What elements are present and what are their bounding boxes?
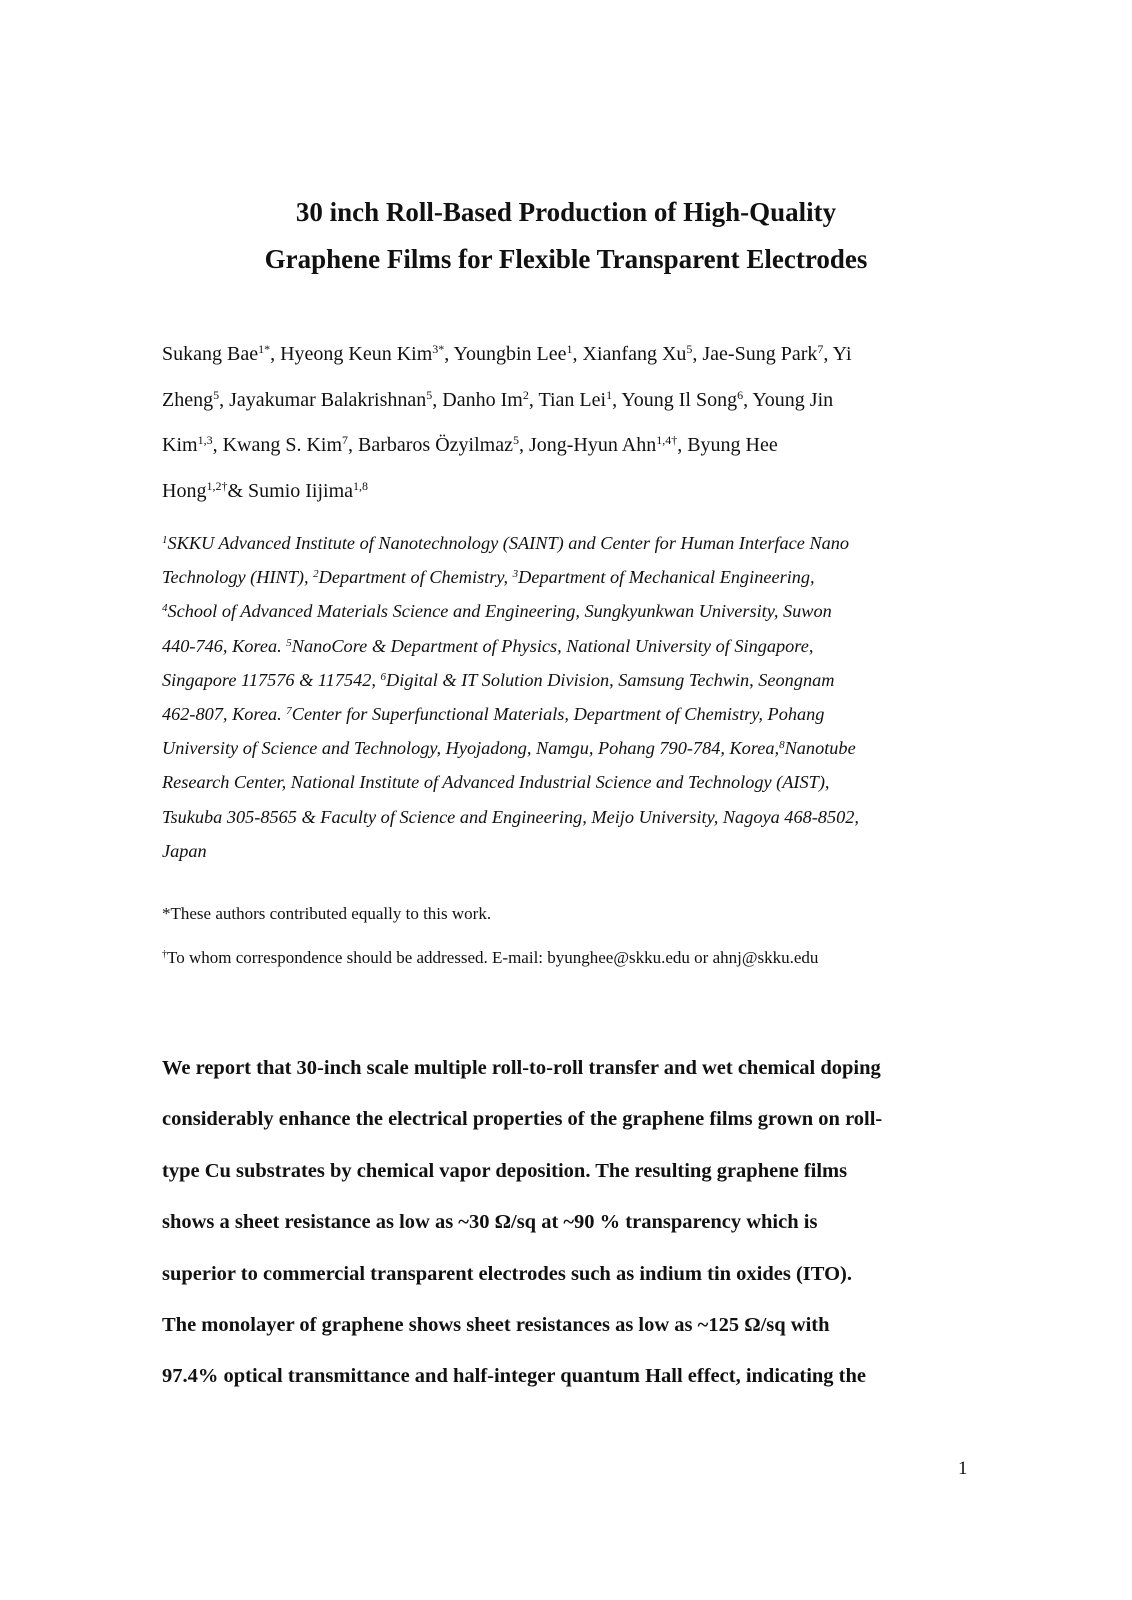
author-name: , Jong-Hyun Ahn	[518, 434, 657, 456]
author-name: Sukang Bae	[162, 343, 259, 365]
affil-text: Technology (HINT),	[162, 567, 314, 588]
author-name: , Danho Im	[432, 388, 523, 411]
affil-text: NanoCore & Department of Physics, National University of Singapore,	[291, 635, 814, 656]
affiliations	[162, 533, 972, 875]
affil-text: Digital & IT Solution Division, Samsung Techwin, Seongnam	[386, 669, 835, 690]
affiliation-line	[162, 533, 972, 567]
affiliation-line	[162, 841, 972, 875]
affiliation-line	[162, 567, 972, 601]
paper-title-line-2: Graphene Films for Flexible Transparent Electrodes	[264, 244, 868, 274]
author-name: , Hyeong Keun Kim	[270, 343, 433, 365]
author-line	[162, 480, 972, 526]
author-name: , Youngbin Lee	[444, 343, 567, 365]
author-name: , Kwang S. Kim	[212, 434, 343, 456]
abstract-line: We report that 30-inch scale multiple roll-to-roll transfer and wet chemical doping	[162, 1057, 881, 1079]
author-affil-mark: 6	[737, 387, 744, 402]
affil-mark: 5	[286, 636, 292, 649]
affiliation-line	[162, 601, 972, 635]
author-name: Hong	[162, 479, 207, 502]
author-line	[162, 434, 972, 480]
author-affil-mark: 1,4†	[656, 433, 678, 447]
abstract-line: The monolayer of graphene shows sheet resistances as low as ~125 Ω/sq with	[162, 1313, 830, 1336]
affil-text: School of Advanced Materials Science and Engineering, Sungkyunkwan University, Suwon	[167, 601, 832, 622]
abstract-line: 97.4% optical transmittance and half-integer quantum Hall effect, indicating the	[162, 1365, 866, 1388]
abstract-line: considerably enhance the electrical properties of the graphene films grown on roll-	[162, 1108, 883, 1131]
author-affil-mark: 2	[522, 387, 529, 402]
affil-text: 462-807, Korea.	[162, 703, 287, 724]
author-affil-mark: 5	[686, 342, 693, 356]
author-name: , Jae-Sung Park	[692, 343, 818, 365]
author-name: Kim	[162, 434, 198, 456]
affil-mark: 7	[286, 704, 292, 717]
affiliation-line	[162, 807, 972, 841]
abstract-line: shows a sheet resistance as low as ~30 Ω/sq at ~90 % transparency which is	[162, 1211, 818, 1234]
abstract-line: superior to commercial transparent electrodes such as indium tin oxides (ITO).	[162, 1262, 852, 1285]
author-list	[162, 343, 972, 525]
author-affil-mark: 1,3	[197, 433, 213, 447]
author-name: & Sumio Iijima	[227, 479, 354, 502]
affil-mark: 1	[162, 534, 168, 546]
author-affil-mark: 1	[566, 342, 573, 356]
author-line	[162, 389, 972, 435]
author-name: , Xianfang Xu	[572, 343, 687, 365]
affiliation-line	[162, 670, 972, 704]
affil-mark: 2	[313, 568, 319, 581]
affil-mark: 4	[162, 602, 168, 615]
author-affil-mark: 5	[512, 433, 519, 447]
author-name: Zheng	[162, 388, 214, 411]
affiliation-line	[162, 704, 972, 738]
page-number: 1	[958, 1458, 968, 1479]
affil-text: Center for Superfunctional Materials, Department of Chemistry, Pohang	[291, 703, 825, 724]
author-name: , Jayakumar Balakrishnan	[219, 388, 427, 411]
author-affil-mark: 7	[817, 342, 824, 356]
affiliation-line	[162, 636, 972, 670]
affil-text: 440-746, Korea.	[162, 635, 287, 656]
abstract-line: type Cu substrates by chemical vapor deposition. The resulting graphene films	[162, 1159, 848, 1182]
author-name: , Barbaros Özyilmaz	[348, 434, 513, 456]
paper-title-line-1: 30 inch Roll-Based Production of High-Quality	[295, 197, 837, 227]
author-name: , Young Il Song	[612, 388, 738, 411]
affil-text: Department of Chemistry,	[318, 567, 513, 588]
author-line	[162, 343, 972, 389]
author-affil-mark: 5	[213, 387, 220, 402]
author-name: , Yi	[823, 343, 852, 365]
abstract	[162, 1057, 972, 1417]
author-affil-mark: 3*	[432, 342, 445, 356]
correspondence-text: To whom correspondence should be addressed. E-mail: byunghee@skku.edu or ahnj@skku.edu	[167, 948, 819, 967]
correspondence-note	[162, 948, 818, 968]
author-name: , Young Jin	[743, 388, 834, 411]
author-name: , Byung Hee	[677, 434, 778, 456]
author-affil-mark: 7	[342, 433, 349, 447]
equal-contribution-note: *These authors contributed equally to this work.	[162, 904, 492, 923]
author-affil-mark: 5	[426, 387, 433, 402]
affil-text: SKKU Advanced Institute of Nanotechnology (SAINT) and Center for Human Interface Nano	[167, 533, 850, 553]
affil-text: Tsukuba 305-8565 & Faculty of Science and Engineering, Meijo University, Nagoya 468-8502,	[162, 806, 859, 827]
affil-text: Department of Mechanical Engineering,	[518, 567, 815, 588]
affil-text: Research Center, National Institute of Advanced Industrial Science and Technology (AIST),	[162, 772, 830, 793]
affil-text: University of Science and Technology, Hyojadong, Namgu, Pohang 790-784, Korea,	[162, 738, 780, 759]
author-affil-mark: 1*	[258, 342, 271, 356]
author-affil-mark: 1	[606, 387, 613, 402]
affil-mark: 6	[380, 670, 387, 683]
dagger-mark: †	[162, 949, 167, 960]
affiliation-line	[162, 772, 972, 806]
affiliation-line	[162, 738, 972, 772]
affil-text: Nanotube	[784, 738, 856, 759]
affil-mark: 8	[779, 739, 785, 752]
affil-text: Singapore 117576 & 117542,	[162, 669, 381, 690]
affil-mark: 3	[512, 568, 519, 581]
author-name: , Tian Lei	[528, 388, 607, 411]
affil-text: Japan	[162, 840, 207, 861]
author-affil-mark: 1,2†	[206, 478, 228, 493]
author-affil-mark: 1,8	[353, 478, 369, 493]
